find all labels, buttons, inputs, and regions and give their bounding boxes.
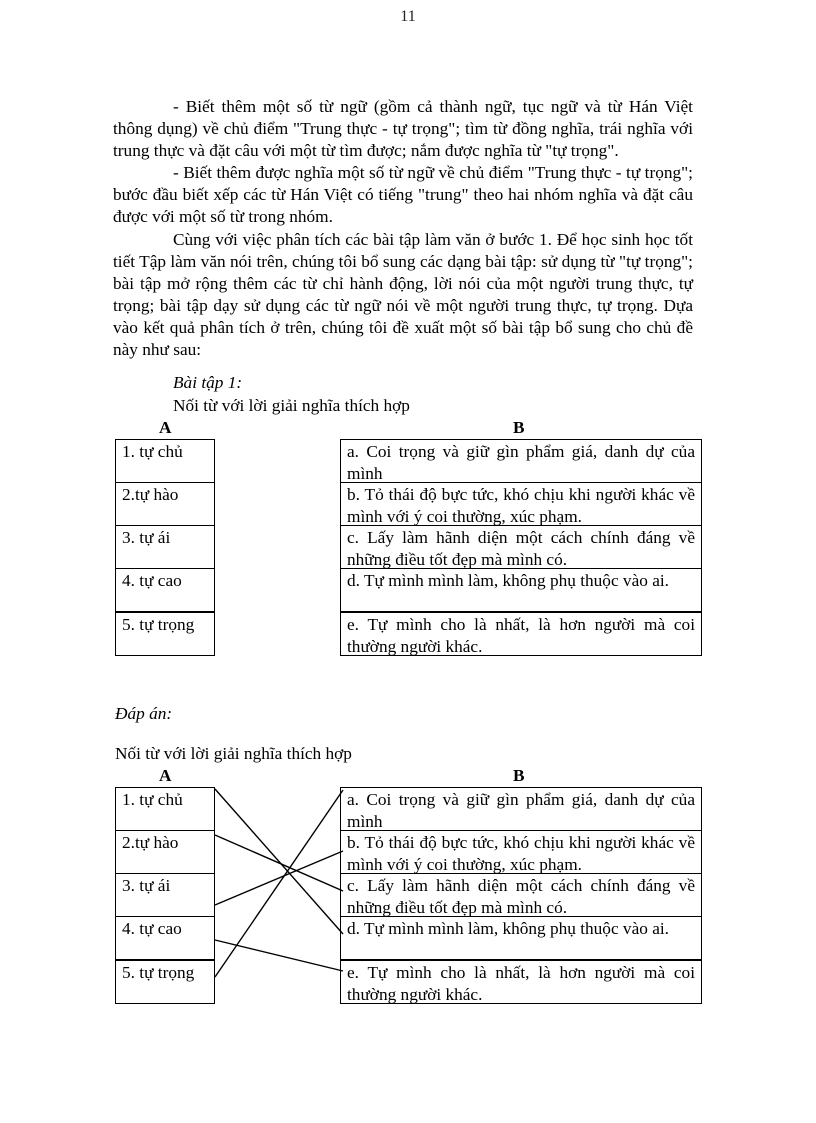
match-line-4-e bbox=[215, 940, 343, 971]
exercise-instruction: Nối từ với lời giải nghĩa thích hợp bbox=[173, 396, 410, 415]
column-a-header: A bbox=[159, 418, 172, 437]
answer-word-cell: 1. tự chủ bbox=[115, 787, 215, 831]
answer-word-cell: 4. tự cao bbox=[115, 916, 215, 960]
word-cell: 1. tự chủ bbox=[115, 439, 215, 483]
word-cell: 3. tự ái bbox=[115, 525, 215, 569]
body-text bbox=[113, 96, 693, 361]
paragraph: - Biết thêm một số từ ngữ (gồm cả thành ngữ, tục ngữ và từ Hán Việt thông dụng) về chủ điểm "Trung thực - tự trọng"; tìm từ đồng nghĩa, trái nghĩa với trung thực và đặt câu với một từ tìm được; nắm được nghĩa từ "tự trọng". bbox=[113, 97, 693, 161]
answer-column-b-header: B bbox=[513, 766, 525, 785]
column-b-header: B bbox=[513, 418, 525, 437]
match-line-5-a bbox=[215, 790, 343, 977]
answer-word-cell: 2.tự hào bbox=[115, 830, 215, 874]
meaning-cell: b. Tỏ thái độ bực tức, khó chịu khi người khác về mình với ý coi thường, xúc phạm. bbox=[340, 482, 702, 526]
exercise-title: Bài tập 1: bbox=[173, 373, 243, 392]
meaning-cell: e. Tự mình cho là nhất, là hơn người mà coi thường người khác. bbox=[340, 612, 702, 656]
page-number: 11 bbox=[400, 8, 416, 25]
word-cell: 2.tự hào bbox=[115, 482, 215, 526]
answer-meaning-cell: e. Tự mình cho là nhất, là hơn người mà coi thường người khác. bbox=[340, 960, 702, 1004]
paragraph: - Biết thêm được nghĩa một số từ ngữ về chủ điểm "Trung thực - tự trọng"; bước đầu biết xếp các từ Hán Việt có tiếng "trung" theo hai nhóm nghĩa và đặt câu được với một số từ trong nhóm. bbox=[113, 163, 693, 227]
answer-word-cell: 3. tự ái bbox=[115, 873, 215, 917]
answer-meaning-cell: c. Lấy làm hãnh diện một cách chính đáng về những điều tốt đẹp mà mình có. bbox=[340, 873, 702, 917]
answer-instruction: Nối từ với lời giải nghĩa thích hợp bbox=[115, 744, 352, 763]
answer-meaning-cell: b. Tỏ thái độ bực tức, khó chịu khi người khác về mình với ý coi thường, xúc phạm. bbox=[340, 830, 702, 874]
paragraph: Cùng với việc phân tích các bài tập làm văn ở bước 1. Để học sinh học tốt tiết Tập làm văn nói trên, chúng tôi bổ sung các dạng bài tập: sử dụng từ "tự trọng"; bài tập mở rộng thêm các từ chỉ hành động, lời nói của một người trung thực, tự trọng; bài tập dạy sử dụng các từ ngữ nói về một người trung thực, tự trọng. Dựa vào kết quả phân tích ở trên, chúng tôi đề xuất một số bài tập bổ sung cho chủ đề này như sau: bbox=[113, 229, 693, 360]
meaning-cell: a. Coi trọng và giữ gìn phẩm giá, danh dự của mình bbox=[340, 439, 702, 483]
answer-word-cell: 5. tự trọng bbox=[115, 960, 215, 1004]
answer-meaning-cell: a. Coi trọng và giữ gìn phẩm giá, danh dự của mình bbox=[340, 787, 702, 831]
answer-column-a-header: A bbox=[159, 766, 172, 785]
answer-label: Đáp án: bbox=[115, 704, 173, 723]
word-cell: 5. tự trọng bbox=[115, 612, 215, 656]
match-line-2-c bbox=[215, 835, 343, 891]
meaning-cell: d. Tự mình mình làm, không phụ thuộc vào ai. bbox=[340, 568, 702, 612]
answer-meaning-cell: d. Tự mình mình làm, không phụ thuộc vào ai. bbox=[340, 916, 702, 960]
meaning-cell: c. Lấy làm hãnh diện một cách chính đáng về những điều tốt đẹp mà mình có. bbox=[340, 525, 702, 569]
word-cell: 4. tự cao bbox=[115, 568, 215, 612]
match-line-3-b bbox=[215, 851, 343, 905]
match-line-1-d bbox=[215, 789, 343, 934]
